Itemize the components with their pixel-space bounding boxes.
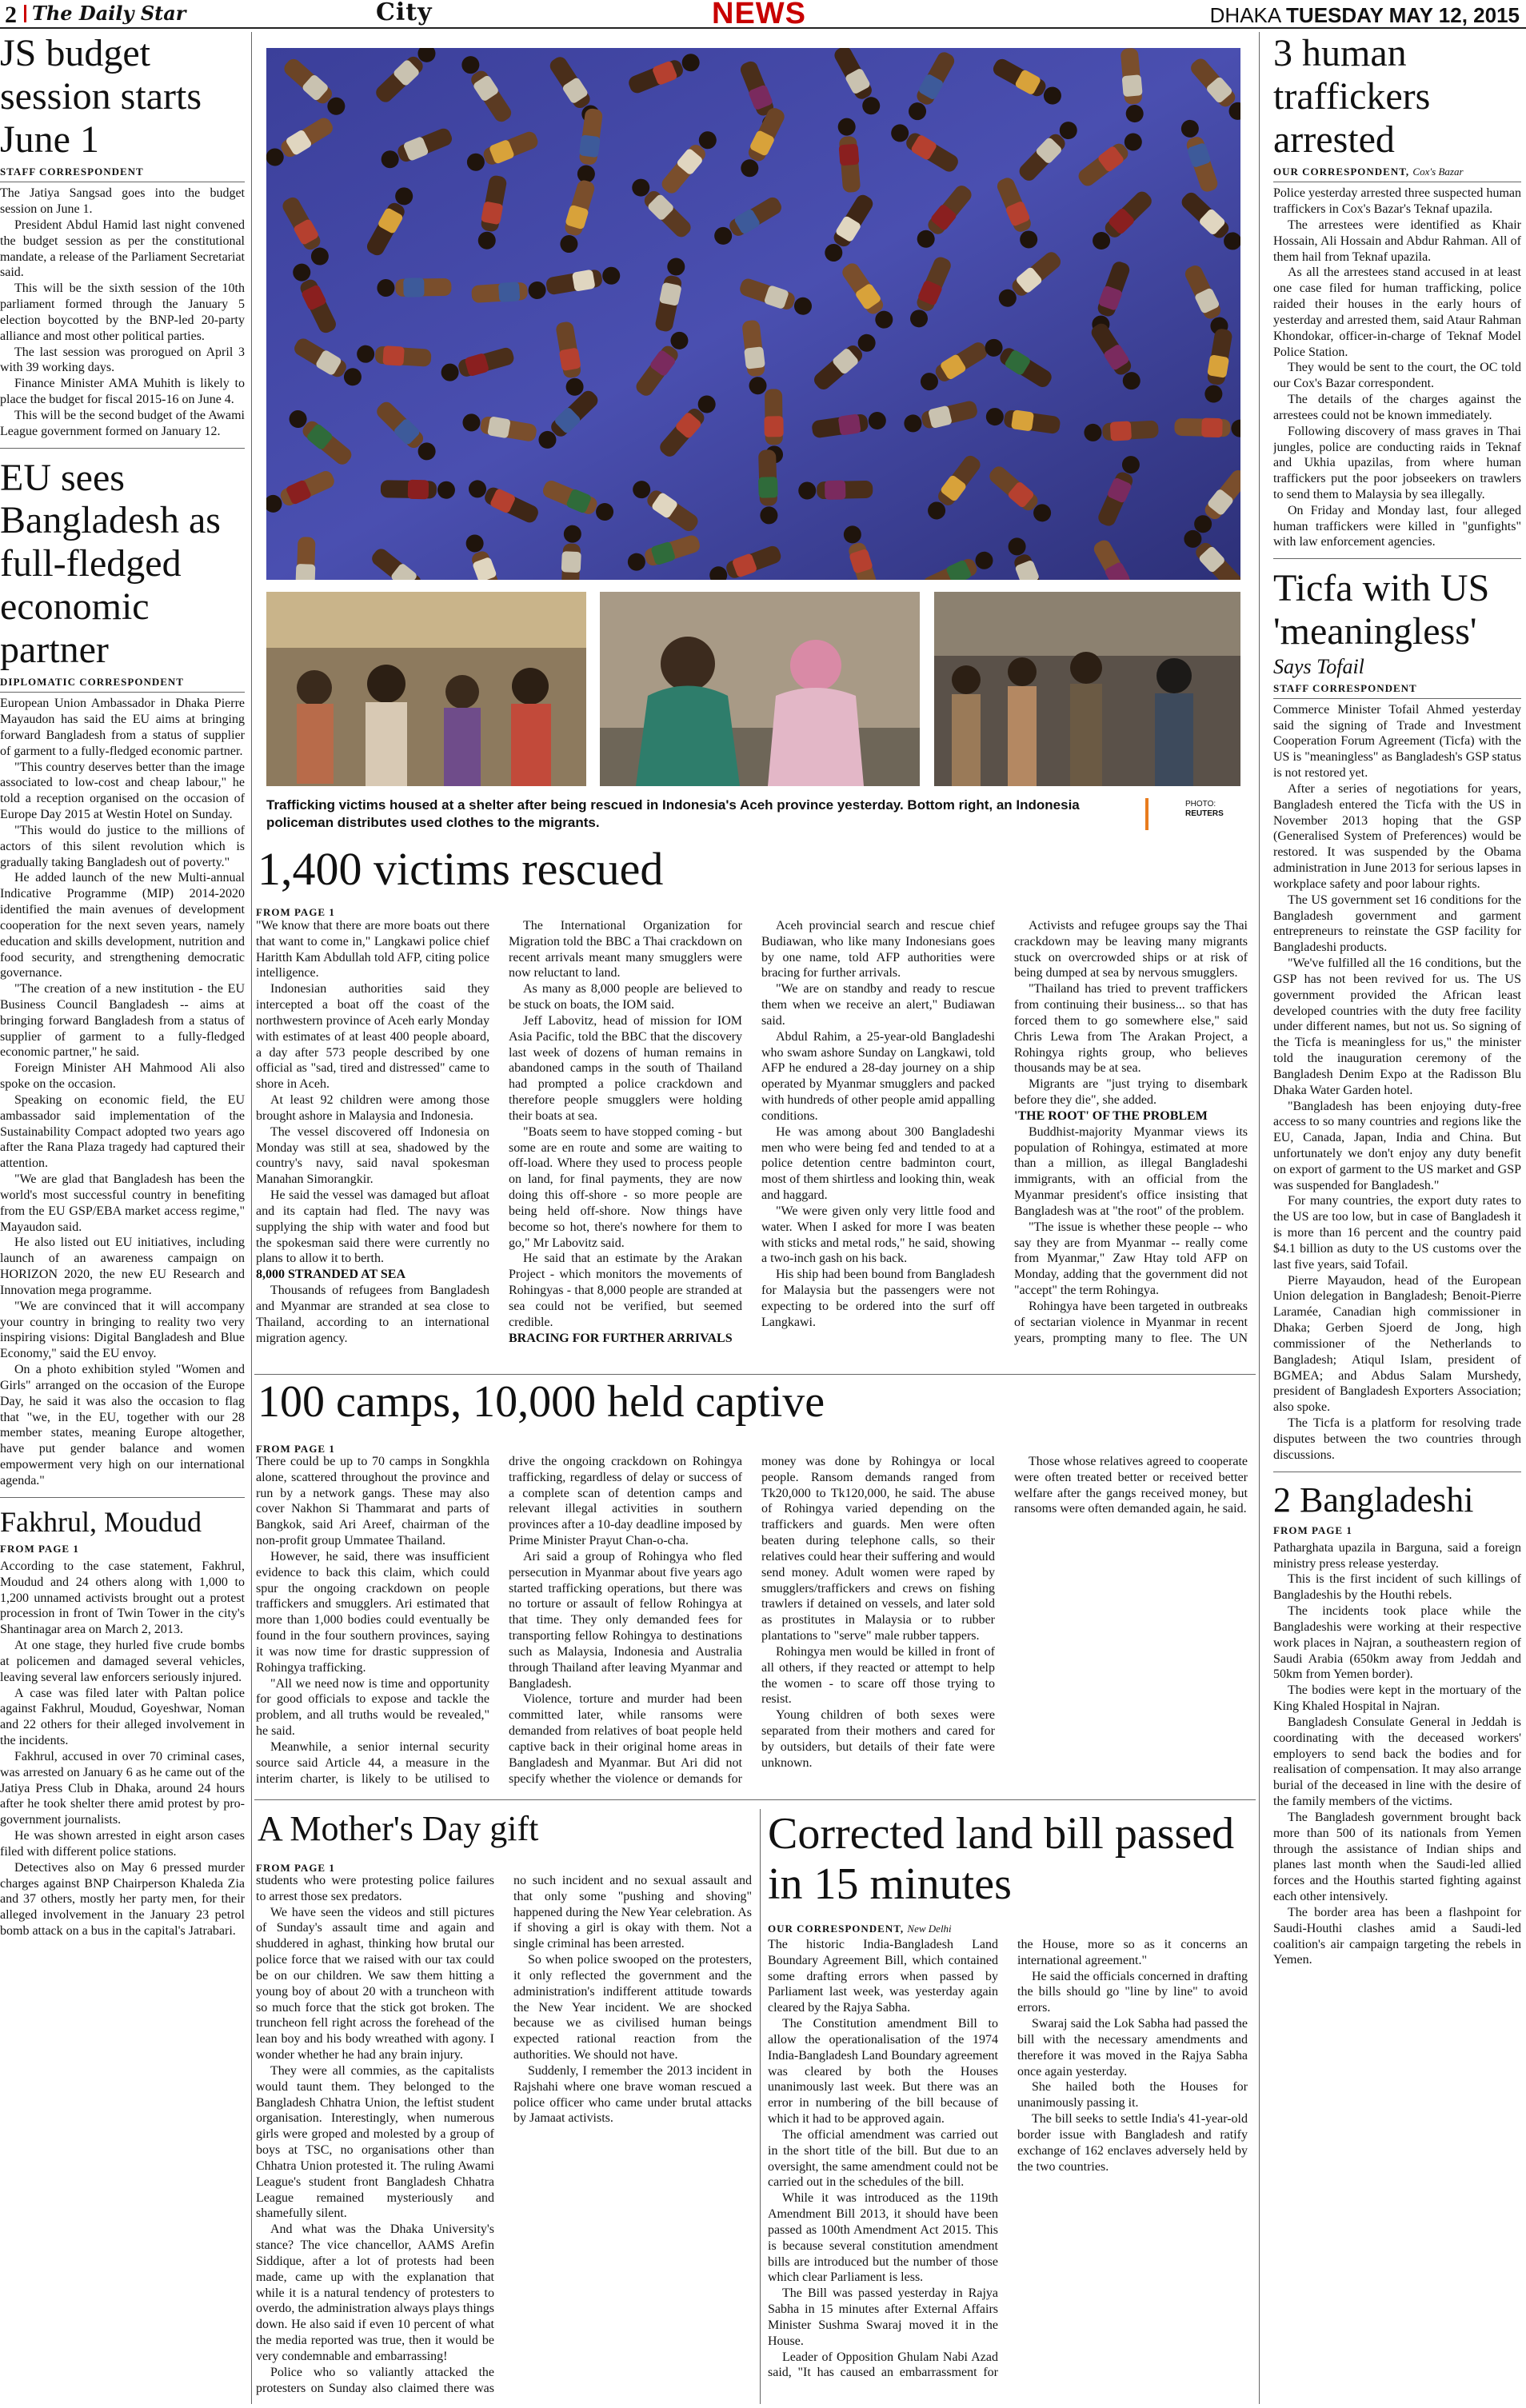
paragraph: They were all commies, as the capitalists would taunt them. They belonged to the Bangladesh Chhatra Union, the leftist student organisation. Interestingly, when numerous girls were groped and molested by a group of boys at TSC, no organisations other than Chhatra Union protested it. The ruling Awami League's student front Bangladesh Chhatra League remained mysteriously and shamefully silent.	[256, 2063, 494, 2221]
paragraph: Fakhrul, accused in over 70 criminal cases, was arrested on January 6 as he came out of the Jatiya Press Club in Dhaka, around 24 hours after he took shelter there amid protest by pro-government journalists.	[0, 1749, 245, 1827]
paragraph: This is the first incident of such killings of Bangladeshis by the Houthi rebels.	[1273, 1572, 1521, 1603]
paragraph: He was among about 300 Bangladeshi men who were being fed and tended to at a police detention centre badminton court, most of them shirtless and looking thin, weak and haggard.	[761, 1124, 995, 1203]
paragraph: And what was the Dhaka University's stance? The vice chancellor, AAMS Arefin Siddique, after a lot of protests had been made, came up with the explanation that while it is a natural tendency of protesters to overdo, the administration always plays things down. He also said if even 10 percent of what the media reported was true, then it would be very condemnable and embarrassing!	[256, 2222, 494, 2363]
paragraph: He said the officials concerned in drafting the bills should go "line by line" to avoid errors.	[1017, 1969, 1248, 2015]
paragraph: Rohingya men would be killed in front of all others, if they reacted or attempt to help the women - to scare off those trying to resist.	[761, 1644, 995, 1707]
paragraph: Bangladesh Consulate General in Jeddah is coordinating with the deceased workers' employers to send back the bodies and for realisation of compensation. It may also arrange burial of the deceased in line with the desire of the family members of the victims.	[1273, 1715, 1521, 1809]
headline-camps: 100 camps, 10,000 held captive	[258, 1377, 825, 1427]
paragraph: "This country deserves better than the image associated to low-cost and cheap labour," he told a reception organised on the occasion of Europe Day 2015 at Westin Hotel on Sunday.	[0, 760, 245, 822]
dateline-date: TUESDAY MAY 12, 2015	[1286, 3, 1520, 27]
article-js-budget	[0, 32, 245, 440]
paragraph: The incidents took place while the Bangladeshis were working at their respective work places in Najran, a southeastern region of Saudi Arabia (650km away from Jeddah and 50km from Yemen border).	[1273, 1604, 1521, 1682]
paragraph: Swaraj said the Lok Sabha had passed the bill with the necessary amendments and therefore it was moved in the Rajya Sabha once again yesterday.	[1017, 2017, 1248, 2079]
paragraph: European Union Ambassador in Dhaka Pierre Mayaudon has said the EU aims at bringing forward Bangladesh from a status of supplier of garment to a fully-fledged economic partner.	[0, 697, 245, 758]
paragraph: Migrants are "just trying to disembark before they die", she added.	[1014, 1077, 1248, 1108]
page-number-divider	[24, 5, 26, 22]
paragraph: "We are convinced that it will accompany your country in bringing to reality two very inspiring visions: Digital Bangladesh and Blue Economy," said the EU envoy.	[0, 1299, 245, 1361]
paragraph: "Thailand has tried to prevent traffickers from continuing their business... so that has forced them to go somewhere else," said Chris Lewa from The Arakan Project, a Rohingya rights group, who believes thousands may be at sea.	[1014, 982, 1248, 1076]
paragraph: President Abdul Hamid last night convened the budget session as per the constitutional mandate, a release of the Parliament Secretariat said.	[0, 218, 245, 280]
paragraph: "We were given only very little food and water. When I asked for more I was beaten with sticks and metal rods," he said, showing a two-inch gash on his back.	[761, 1204, 995, 1266]
divider	[0, 1497, 245, 1498]
article-victims	[253, 844, 1256, 896]
paragraph: The bodies were kept in the mortuary of the King Khaled Hospital in Najran.	[1273, 1683, 1521, 1714]
paragraph: There could be up to 70 camps in Songkhla alone, scattered throughout the province and run by a network gangs. These may also cover Nakhon Si Thammarat and parts of Bangkok, said Ari Areef, chairman of the non-profit group Ummatee Thailand.	[256, 1455, 489, 1548]
paragraph: Violence, torture and murder had been committed later, while ransoms were demanded from relatives of boat people held captive back in their original home areas in Bangladesh and Myanmar. But Ari did not specify whether the violence or demands for money was done by Rohingya or local people. Ransom demands ranged from Tk20,000 to Tk120,000, he said. The abuse of Rohingya varied depending on the traffickers and guards. Men were often beaten during telephone calls, so their relatives could hear their suffering and would send money. Adult women were raped by smugglers/traffickers and crews on fishing trawlers if detained on vessels, and later sold as prostitutes in Malaysia or to rubber plantations to "serve" male rubber tappers.	[509, 1455, 995, 1786]
paragraph: Rohingya have been targeted in outbreaks of sectarian violence in Myanmar in recent years, prompting many to flee. The UN	[1014, 1299, 1248, 1345]
divider	[0, 692, 245, 693]
body-js-budget	[0, 186, 245, 439]
body-land-bill	[768, 1937, 1248, 2401]
paragraph: Suddenly, I remember the 2013 incident in Rajshahi where one brave woman rescued a police officer who came under brutal attacks by Jamaat activists.	[513, 2063, 752, 2126]
body-bangladeshi	[1273, 1540, 1521, 1968]
photo-credit	[1185, 800, 1224, 819]
paragraph: "We are on standby and ready to rescue them when we receive an alert," Budiawan said.	[761, 982, 995, 1028]
byline-land-bill-place: New Delhi	[907, 1923, 952, 1935]
paragraph: "This would do justice to the millions of actors of this silent revolution which is gradually taking Bangladesh out of poverty."	[0, 823, 245, 869]
paragraph: According to the case statement, Fakhrul, Moudud and 24 others along with 1,000 to 1,200 unnamed activists brought out a protest procession in front of Twin Tower in the city's Shantinagar area on March 2, 2013.	[0, 1559, 245, 1637]
headline-fakhrul: Fakhrul, Moudud	[0, 1505, 202, 1538]
paragraph: Police who so valiantly attacked the protesters on Sunday also claimed there was no such incident and no sexual assault and that only some "pushing and shoving" happened during the New Year celebration. As if shoving a girl is okay with them. Not a single criminal has been arrested.	[256, 1874, 752, 2395]
paragraph: The Constitution amendment Bill to allow the operationalisation of the 1974 India-Bangladesh Land Boundary agreement was cleared by both the Houses unanimously last week. But there was an error in numbering of the bill because of which it had to be approved again.	[768, 2017, 998, 2126]
caption-accent	[1145, 798, 1148, 830]
column-rule	[1259, 32, 1260, 2404]
paragraph: "Boats seem to have stopped coming - but some are en route and some are waiting to off-load. Where they used to process people on land, for final payments, they are now doing this off-shore - so more people are being held off-shore. Now things have become so hot, there's nowhere for them to go," Mr Labovitz said.	[509, 1124, 742, 1250]
article-ticfa	[1273, 567, 1521, 1463]
paragraph: Following discovery of mass graves in Thai jungles, police are conducting raids in Teknaf and Ukhia upazilas, from where human traffickers put the poor jobseekers on trawlers to send them to Malaysia by sea illegally.	[1273, 424, 1521, 501]
byline-traffickers-name: OUR CORRESPONDENT,	[1273, 166, 1410, 178]
paragraph: They would be sent to the court, the OC told our Cox's Bazar correspondent.	[1273, 361, 1521, 391]
paragraph: He said the vessel was damaged but afloat and its captain had fled. The navy was supplying the ship with water and food but the spokesman said there were currently no plans to allow it to berth.	[256, 1188, 489, 1266]
paragraph: Pierre Mayaudon, head of the European Union delegation in Bangladesh; Benoit-Pierre Laramée, Canadian high commissioner in Dhaka; Gerben Sjoerd de Jong, high commissioner of the Netherlands to Bangladesh; Atiqul Islam, president of BGMEA; and Abdus Salam Murshedy, president of Bangladesh Exporters Association; also spoke.	[1273, 1273, 1521, 1415]
paragraph: The last session was prorogued on April 3 with 39 working days.	[0, 345, 245, 375]
paragraph: The International Organization for Migration told the BBC a Thai crackdown on recent arrivals meant many smugglers were now reluctant to land.	[509, 919, 742, 980]
paragraph: He said that an estimate by the Arakan Project - which monitors the movements of Rohingyas - that 8,000 people are stranded at sea could not be verified, but seemed credible.	[509, 1252, 742, 1329]
paragraph: As all the arrestees stand accused in at least one case filed for human trafficking, police raided their houses in the early hours of yesterday and arrested them, said Ataur Rahman Khondokar, officer-in-charge of Teknaf Model Police Station.	[1273, 266, 1521, 359]
headline-eu: EU sees Bangladesh as full-fledged economic partner	[0, 456, 221, 671]
paragraph: Detectives also on May 6 pressed murder charges against BNP Chairperson Khaleda Zia and 37 others, mostly her party men, for their alleged involvement in the January 23 petrol bomb attack on a bus in the capital's Jatrabari.	[0, 1860, 245, 1939]
headline-js-budget: JS budget session starts June 1	[0, 32, 202, 161]
paragraph: We have seen the videos and still pictures of Sunday's assault time and again and shuddered in aghast, thinking how brutal our police force that we raised with our tax could be on our children. We saw them hitting a young boy of about 20 with a truncheon with so much force that the stick got broken. The truncheon fell right across the forehead of the lean boy and his body wreathed with agony. I wonder whether he had any brain injury.	[256, 1905, 494, 2063]
policeman-distributing-clothes-image	[934, 592, 1240, 786]
paragraph: "Bangladesh has been enjoying duty-free access to so many countries and regions like the EU, Canada, Japan, India and China. But unfortunately we don't enjoy any duty benefit on export of garment to the US market and GSP was suspended for Bangladesh."	[1273, 1099, 1521, 1192]
divider	[254, 1799, 1256, 1800]
body-fakhrul	[0, 1559, 245, 1939]
paragraph: He also listed out EU initiatives, including launch of an awareness campaign on HORIZON 2020, the new EU Research and Innovation mega programme.	[0, 1236, 245, 1297]
photo-policeman	[934, 592, 1240, 786]
paragraph: After a series of negotiations for years, Bangladesh entered the Ticfa with the US in November 2013 hoping that the GSP (Generalised System of Preferences) would be restored. It was suspended by the Obama administration in June 2013 for serious lapses in workplace safety and poor labour rights.	[1273, 781, 1521, 891]
photo-women	[600, 592, 920, 786]
paragraph: "The creation of a new institution - the EU Business Council Bangladesh -- aims at bringing forward Bangladesh from a status of supplier of garment to a fully-fledged economic partner," he said.	[0, 982, 245, 1060]
paragraph: The border area has been a flashpoint for Saudi-Houthi clashes amid a Saudi-led coalition's air campaign targeting the rebels in Yemen.	[1273, 1905, 1521, 1967]
divider	[1273, 698, 1521, 699]
paragraph: "We are glad that Bangladesh has been the world's most successful country in benefiting from the EU GSP/EBA market access regime," Mayaudon said.	[0, 1172, 245, 1234]
headline-mothers-day: A Mother's Day gift	[258, 1809, 539, 1848]
left-column	[0, 32, 245, 2404]
paragraph: Leader of Opposition Ghulam Nabi Azad said, "It has caused an embarrassment for the House, more so as it concerns an international agreement."	[768, 1938, 1248, 2380]
right-column	[1273, 32, 1521, 2404]
paragraph: Foreign Minister AH Mahmood Ali also spoke on the occasion.	[0, 1061, 245, 1092]
headline-ticfa: Ticfa with US 'meaningless'	[1273, 567, 1490, 653]
byline-traffickers-place: Cox's Bazar	[1412, 166, 1464, 178]
divider	[254, 1374, 1256, 1375]
article-eu	[0, 457, 245, 1489]
headline-traffickers: 3 human traffickers arrested	[1273, 32, 1431, 161]
paragraph: Jeff Labovitz, head of mission for IOM Asia Pacific, told the BBC that the discovery last week of dozens of human remains in abandoned camps in the south of Thailand had prompted a police crackdown and therefore people smugglers were holding their boats at sea.	[509, 1013, 742, 1123]
dateline-city: DHAKA	[1209, 3, 1280, 27]
headline-land-bill: Corrected land bill passed in 15 minutes	[768, 1809, 1235, 1909]
sleeping-person	[377, 278, 451, 298]
paragraph: This will be the second budget of the Awami League government formed on January 12.	[0, 408, 245, 438]
paragraph: However, he said, there was insufficient evidence to back this claim, which could spur the ongoing crackdown on people traffickers and smugglers. Ari estimated that more than 1,000 bodies could eventually be found in the four southern provinces, saying it was now time for drastic suppression of Rohingya trafficking.	[256, 1549, 489, 1675]
paper-name: The Daily Star	[32, 2, 186, 25]
paragraph: Those whose relatives agreed to cooperate were often treated better or received better welfare after the gangs received money, but ransoms were often demanded again, he said.	[1014, 1455, 1248, 1516]
paragraph: Young children of both sexes were separated from their mothers and cared for by outsiders, but details of their fate were unknown.	[761, 1708, 995, 1770]
page-number: 2	[5, 2, 17, 28]
paragraph: The official amendment was carried out in the short title of the bill. But due to an oversight, the same amendment could not be carried out in the schedules of the bill.	[768, 2127, 998, 2190]
section-label: City	[376, 0, 433, 26]
byline-mothers-day: FROM PAGE 1	[256, 1862, 335, 1874]
paragraph: Indonesian authorities said they intercepted a boat off the coast of the northwestern province of Aceh early Monday with estimates of at least 400 people aboard, a day after 573 people described by one official as "sad, tired and distressed" came to shore in Aceh.	[256, 982, 489, 1092]
paragraph: A case was filed later with Paltan police against Fakhrul, Moudud, Goyeshwar, Noman and 22 others for their alleged involvement in the incidents.	[0, 1686, 245, 1748]
paragraph: He was shown arrested in eight arson cases filed with different police stations.	[0, 1829, 245, 1859]
paragraph: Abdul Rahim, a 25-year-old Bangladeshi who swam ashore Sunday on Langkawi, told AFP he endured a 28-day journey on a ship operated by Myanmar smugglers and packed with hundreds of other people amid appalling conditions.	[761, 1029, 995, 1123]
paragraph: As many as 8,000 people are believed to be stuck on boats, the IOM said.	[509, 982, 742, 1012]
byline-bangladeshi: FROM PAGE 1	[1273, 1523, 1352, 1536]
sleeping-person	[294, 537, 316, 580]
byline-camps: FROM PAGE 1	[256, 1443, 335, 1455]
body-eu	[0, 696, 245, 1488]
paragraph: The Ticfa is a platform for resolving trade disputes between the two countries through discussions.	[1273, 1416, 1521, 1462]
paragraph: "We've fulfilled all the 16 conditions, but the GSP has not been revived for us. The US government provided the African least developed countries with the duty free facility under different names, but not us. So signing of the Ticfa is meaningless for us," the minister told the inauguration ceremony of the Bangladesh Denim Expo at the Radisson Blu Dhaka Water Garden hotel.	[1273, 956, 1521, 1097]
paragraph: For many countries, the export duty rates to the US are too low, but in case of Bangladesh it is more than 16 percent and the country paid $4.1 billion as duty to the US customs over the last five years, said Tofail.	[1273, 1194, 1521, 1272]
article-traffickers	[1273, 32, 1521, 550]
women-seated-image	[600, 592, 920, 786]
byline-land-bill-name: OUR CORRESPONDENT,	[768, 1923, 905, 1935]
divider	[0, 448, 245, 449]
body-mothers-day	[256, 1873, 752, 2401]
body-traffickers	[1273, 186, 1521, 550]
photo-credit-label: PHOTO:	[1185, 800, 1216, 809]
subheading: 8,000 STRANDED AT SEA	[256, 1268, 406, 1282]
headline-victims: 1,400 victims rescued	[258, 843, 664, 895]
main-photo	[266, 48, 1240, 580]
dateline	[1210, 3, 1520, 28]
paragraph: So when police swooped on the protesters, it only reflected the government and the administration's indifferent attitude towards the New Year incident. We are shocked because we as civilised human beings expected rational reaction from the authorities. We should not have.	[513, 1953, 752, 2063]
photo-shelter-children	[266, 592, 586, 786]
paragraph: The details of the charges against the arrestees could not be known immediately.	[1273, 393, 1521, 422]
paragraph: Finance Minister AMA Muhith is likely to place the budget for fiscal 2015-16 on June 4.	[0, 377, 245, 407]
article-fakhrul	[0, 1506, 245, 1939]
paragraph: The Jatiya Sangsad goes into the budget session on June 1.	[0, 186, 245, 217]
paragraph: students who were protesting police failures to arrest those sex predators.	[256, 1874, 494, 1903]
paragraph: Speaking on economic field, the EU ambassador said implementation of the Sustainability Compact adopted two years ago after the Rana Plaza tragedy had captured their attention.	[0, 1092, 245, 1171]
byline-victims: FROM PAGE 1	[256, 906, 335, 918]
paragraph: Meanwhile, a senior internal security source said Article 44, a measure in the interim charter, is likely to be utilised to drive the ongoing crackdown on Rohingya trafficking, regardless of delay or success of a complete scan of detention camps and relevant illegal activities in southern provinces after a 10-day deadline imposed by Prime Minister Prayut Chan-o-cha.	[256, 1455, 742, 1786]
sleeping-person	[798, 480, 873, 501]
paragraph: His ship had been bound from Bangladesh for Malaysia but the passengers were not expecting to be ordered into the surf off Langkawi.	[761, 1268, 995, 1329]
paragraph: Thousands of refugees from Bangladesh and Myanmar are stranded at sea close to Thailand, according to an international migration agency.	[256, 1284, 489, 1345]
photo-credit-source: REUTERS	[1185, 809, 1224, 818]
paragraph: "We know that there are more boats out there that want to come in," Langkawi police chief Haritth Kam Abdullah told AFP, citing police intelligence.	[256, 919, 489, 980]
divider	[1273, 558, 1521, 559]
paragraph: He added launch of the new Multi-annual Indicative Programme (MIP) 2014-2020 identified the main avenues of development cooperation for the next seven years, namely education and skills development, nutrition and food security, and strengthening democratic governance.	[0, 871, 245, 980]
headline-bangladeshi: 2 Bangladeshi	[1273, 1480, 1474, 1519]
column-rule	[251, 32, 252, 2404]
article-bangladeshi	[1273, 1480, 1521, 1969]
paragraph: The US government set 16 conditions for the Bangladesh government and garment entrepreneurs to reinstate the GSP facility for Bangladeshi products.	[1273, 893, 1521, 955]
paragraph: On a photo exhibition styled "Women and Girls" arranged on the occasion of the Europe Day, he said it was also the occasion to flag that "we, in the EU, together with our 28 member states, meaning Europe altogether, have put gender balance and women empowerment very high on our international agenda."	[0, 1363, 245, 1488]
byline-fakhrul: FROM PAGE 1	[0, 1542, 79, 1555]
kicker-ticfa: Says Tofail	[1273, 654, 1364, 678]
subheading: BRACING FOR FURTHER ARRIVALS	[509, 1331, 733, 1345]
byline-land-bill	[768, 1923, 952, 1935]
paragraph: Aceh provincial search and rescue chief Budiawan, who like many Indonesians goes by one name, told AFP authorities were bracing for further arrivals.	[761, 919, 995, 980]
masthead	[0, 0, 1526, 29]
migrants-on-tarp-photo	[266, 48, 1240, 580]
byline-js-budget: STAFF CORRESPONDENT	[0, 166, 144, 178]
shelter-children-image	[266, 592, 586, 786]
paragraph: Patharghata upazila in Barguna, said a foreign ministry press release yesterday.	[1273, 1540, 1521, 1571]
paragraph: The vessel discovered off Indonesia on Monday was still at sea, shadowed by the country's navy, said naval spokesman Manahan Simorangkir.	[256, 1124, 489, 1187]
byline-traffickers	[1273, 166, 1521, 178]
byline-ticfa: STAFF CORRESPONDENT	[1273, 681, 1417, 694]
paragraph: Buddhist-majority Myanmar views its population of Rohingya, estimated at more than a million, as illegal Bangladeshi immigrants, with an official from the Myanmar president's office insisting that Bangladesh was at "the root" of the problem.	[1014, 1124, 1248, 1218]
body-ticfa	[1273, 702, 1521, 1464]
photo-caption: Trafficking victims housed at a shelter after being rescued in Indonesia's Aceh province yesterday. Bottom right, an Indonesia policeman distributes used clothes to the migrants.	[266, 797, 1080, 830]
byline-eu: DIPLOMATIC CORRESPONDENT	[0, 676, 184, 689]
paragraph: The arrestees were identified as Khair Hossain, Ali Hossain and Abdur Rahman. All of them hail from Teknaf upazila.	[1273, 218, 1521, 264]
news-banner: NEWS	[712, 0, 806, 30]
subheading: 'THE ROOT' OF THE PROBLEM	[1014, 1108, 1208, 1123]
paragraph: On Friday and Monday last, four alleged human traffickers were killed in "gunfights" with law enforcement agencies.	[1273, 503, 1521, 549]
body-victims	[256, 918, 1248, 1362]
paragraph: She hailed both the Houses for unanimously passing it.	[1017, 2080, 1248, 2110]
paragraph: The Bangladesh government brought back more than 500 of its nationals from Yemen through the assistance of Indian ships and planes last month when the Saudi-led allied forces and the Houthis started fighting against each other intensively.	[1273, 1810, 1521, 1904]
column-rule	[760, 1809, 761, 2404]
body-camps	[256, 1454, 1248, 1790]
paragraph: At one stage, they hurled five crude bombs at policemen and damaged several vehicles, leaving several law enforcers seriously injured.	[0, 1639, 245, 1684]
paragraph: "The issue is whether these people -- who say they are from Myanmar -- really come from Myanmar," Zaw Htay told AFP on Monday, adding that the government did not "accept" the term Rohingya.	[1014, 1220, 1248, 1298]
paragraph: While it was introduced as the 119th Amendment Bill 2013, it should have been passed as 100th Amendment Act 2015. This is because several constitution amendment bills are introduced but the number of those which clear Parliament is less.	[768, 2191, 998, 2285]
paragraph: Ari said a group of Rohingya who fled persecution in Myanmar about five years ago started trafficking operations, but there was no torture or assault of fellow Rohingya at that time. They only demanded fees for transporting fellow Rohingya to destinations such as Malaysia, Indonesia and Australia through Thailand after leaving Myanmar and Bangladesh.	[509, 1549, 742, 1691]
sleeping-person	[757, 449, 779, 525]
paragraph: Police yesterday arrested three suspected human traffickers in Cox's Bazar's Teknaf upazila.	[1273, 186, 1521, 217]
paragraph: At least 92 children were among those brought ashore in Malaysia and Indonesia.	[256, 1093, 489, 1123]
paragraph: The Bill was passed yesterday in Rajya Sabha in 15 minutes after External Affairs Minister Sushma Swaraj moved it in the House.	[768, 2286, 998, 2348]
sleeping-person	[381, 479, 455, 500]
paragraph: Activists and refugee groups say the Thai crackdown may be leaving many migrants stuck on overcrowded ships or at risk of being dumped at sea by nervous smugglers.	[1014, 919, 1248, 980]
paragraph: "All we need now is time and opportunity for good officials to expose and tackle the problem, and all truths would be revealed," he said.	[256, 1676, 489, 1739]
paragraph: The bill seeks to settle India's 41-year-old border issue with Bangladesh and ratify exchange of 162 enclaves adversely held by the two countries.	[1017, 2112, 1248, 2174]
paragraph: Commerce Minister Tofail Ahmed yesterday said the signing of Trade and Investment Cooperation Forum Agreement (Ticfa) with the US is "meaningless" as Bangladesh's GSP status is not restored yet.	[1273, 702, 1521, 781]
paragraph: This will be the sixth session of the 10th parliament formed through the January 5 election boycotted by the BNP-led 20-party alliance and most other political parties.	[0, 282, 245, 343]
paragraph: The historic India-Bangladesh Land Boundary Agreement Bill, which contained some drafting errors when passed by Parliament last week, was yesterday again cleared by the Rajya Sabha.	[768, 1938, 998, 2015]
